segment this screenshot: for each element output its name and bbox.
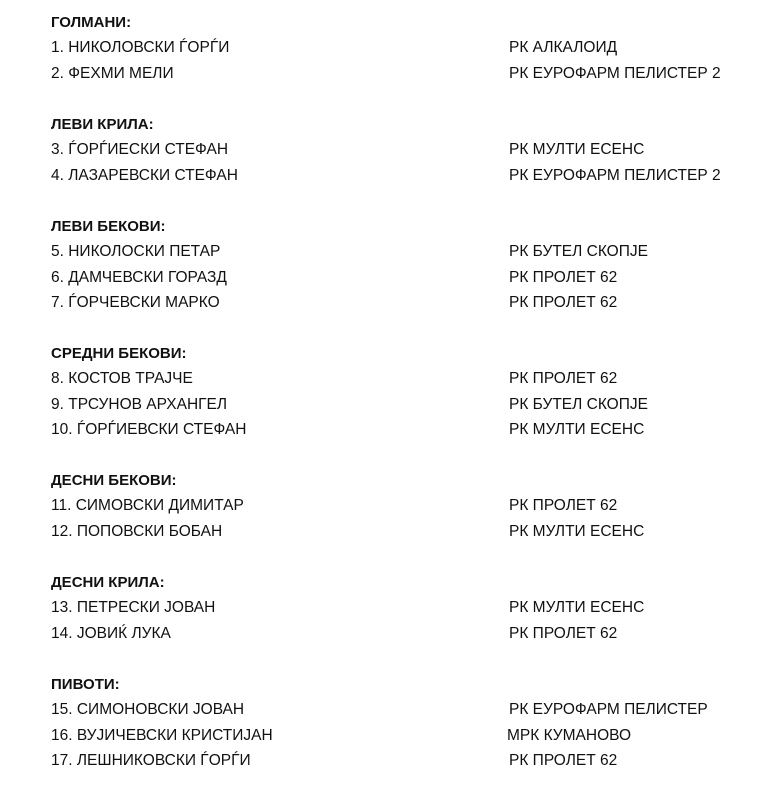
player-name: 2. ФЕХМИ МЕЛИ (51, 65, 174, 82)
player-name: 10. ЃОРЃИЕВСКИ СТЕФАН (51, 421, 247, 438)
group-heading: ПИВОТИ: (51, 676, 120, 693)
player-club: РК АЛКАЛОИД (509, 39, 618, 56)
player-name: 11. СИМОВСКИ ДИМИТАР (51, 497, 244, 514)
player-row (0, 700, 769, 720)
player-club: РК МУЛТИ ЕСЕНС (509, 141, 645, 158)
player-club: РК ПРОЛЕТ 62 (509, 294, 618, 311)
player-row (0, 369, 769, 389)
player-club: РК БУТЕЛ СКОПЈЕ (509, 396, 648, 413)
player-club: РК ПРОЛЕТ 62 (509, 497, 618, 514)
player-club: РК ПРОЛЕТ 62 (509, 370, 618, 387)
player-name: 6. ДАМЧЕВСКИ ГОРАЗД (51, 269, 227, 286)
group-heading: ГОЛМАНИ: (51, 14, 132, 31)
player-name: 4. ЛАЗАРЕВСКИ СТЕФАН (51, 167, 238, 184)
player-row (0, 420, 769, 440)
player-row (0, 38, 769, 58)
player-row (0, 140, 769, 160)
player-name: 13. ПЕТРЕСКИ ЈОВАН (51, 599, 216, 616)
player-row (0, 268, 769, 288)
player-row (0, 293, 769, 313)
player-row (0, 522, 769, 542)
group-heading: ЛЕВИ БЕКОВИ: (51, 218, 166, 235)
player-name: 3. ЃОРЃИЕСКИ СТЕФАН (51, 141, 229, 158)
player-club: РК БУТЕЛ СКОПЈЕ (509, 243, 648, 260)
player-club: РК ПРОЛЕТ 62 (509, 269, 618, 286)
player-row (0, 496, 769, 516)
player-name: 8. КОСТОВ ТРАЈЧЕ (51, 370, 193, 387)
player-club: РК ЕУРОФАРМ ПЕЛИСТЕР (509, 701, 708, 718)
player-row (0, 395, 769, 415)
player-row (0, 598, 769, 618)
player-club: РК ЕУРОФАРМ ПЕЛИСТЕР 2 (509, 65, 721, 82)
player-row (0, 64, 769, 84)
player-name: 14. ЈОВИЌ ЛУКА (51, 625, 171, 642)
player-club: МРК КУМАНОВО (507, 727, 632, 744)
player-name: 12. ПОПОВСКИ БОБАН (51, 523, 223, 540)
player-name: 15. СИМОНОВСКИ ЈОВАН (51, 701, 245, 718)
player-row (0, 726, 769, 746)
player-club: РК МУЛТИ ЕСЕНС (509, 599, 645, 616)
player-row (0, 751, 769, 771)
player-name: 16. ВУЈИЧЕВСКИ КРИСТИЈАН (51, 727, 273, 744)
player-name: 17. ЛЕШНИКОВСКИ ЃОРЃИ (51, 752, 251, 769)
player-name: 5. НИКОЛОСКИ ПЕТАР (51, 243, 221, 260)
player-club: РК ПРОЛЕТ 62 (509, 752, 618, 769)
group-heading: ДЕСНИ КРИЛА: (51, 574, 165, 591)
player-club: РК МУЛТИ ЕСЕНС (509, 421, 645, 438)
group-heading: ЛЕВИ КРИЛА: (51, 116, 154, 133)
player-name: 1. НИКОЛОВСКИ ЃОРЃИ (51, 39, 230, 56)
player-row (0, 166, 769, 186)
player-row (0, 624, 769, 644)
group-heading: СРЕДНИ БЕКОВИ: (51, 345, 187, 362)
group-heading: ДЕСНИ БЕКОВИ: (51, 472, 177, 489)
player-club: РК МУЛТИ ЕСЕНС (509, 523, 645, 540)
player-club: РК ПРОЛЕТ 62 (509, 625, 618, 642)
player-club: РК ЕУРОФАРМ ПЕЛИСТЕР 2 (509, 167, 721, 184)
player-row (0, 242, 769, 262)
player-name: 7. ЃОРЧЕВСКИ МАРКО (51, 294, 220, 311)
player-name: 9. ТРСУНОВ АРХАНГЕЛ (51, 396, 228, 413)
